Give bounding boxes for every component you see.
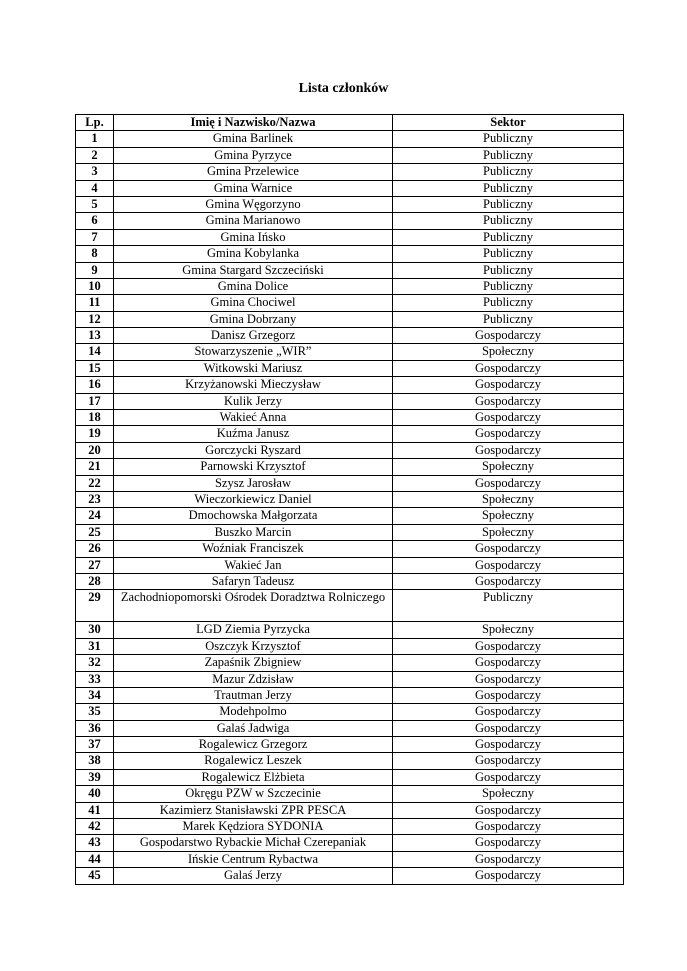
row-sector: Publiczny <box>393 164 624 180</box>
table-row <box>76 835 624 851</box>
table-row <box>76 475 624 491</box>
row-lp: 12 <box>76 311 114 327</box>
table-row <box>76 147 624 163</box>
row-sector: Gospodarczy <box>393 541 624 557</box>
row-sector: Gospodarczy <box>393 720 624 736</box>
row-sector: Gospodarczy <box>393 360 624 376</box>
table-row <box>76 541 624 557</box>
row-sector: Publiczny <box>393 147 624 163</box>
row-sector: Publiczny <box>393 246 624 262</box>
row-name: Szysz Jarosław <box>114 475 393 491</box>
row-lp: 4 <box>76 180 114 196</box>
row-sector: Gospodarczy <box>393 671 624 687</box>
row-sector: Gospodarczy <box>393 557 624 573</box>
row-lp: 15 <box>76 360 114 376</box>
row-sector: Gospodarczy <box>393 410 624 426</box>
row-name: Wakieć Jan <box>114 557 393 573</box>
row-sector: Gospodarczy <box>393 442 624 458</box>
row-lp: 44 <box>76 851 114 867</box>
row-lp: 39 <box>76 769 114 785</box>
row-name: Trautman Jerzy <box>114 687 393 703</box>
row-name: Modehpolmo <box>114 704 393 720</box>
members-table <box>75 114 624 885</box>
table-row <box>76 196 624 212</box>
row-sector: Gospodarczy <box>393 573 624 589</box>
row-name: Ińskie Centrum Rybactwa <box>114 851 393 867</box>
row-name: Gmina Dobrzany <box>114 311 393 327</box>
row-name: Gmina Ińsko <box>114 229 393 245</box>
row-sector: Gospodarczy <box>393 426 624 442</box>
table-row <box>76 295 624 311</box>
row-name: Stowarzyszenie „WIR” <box>114 344 393 360</box>
table-row <box>76 393 624 409</box>
row-lp: 38 <box>76 753 114 769</box>
row-lp: 11 <box>76 295 114 311</box>
row-lp: 33 <box>76 671 114 687</box>
row-name: Mazur Zdzisław <box>114 671 393 687</box>
table-row <box>76 229 624 245</box>
row-sector: Gospodarczy <box>393 687 624 703</box>
row-lp: 21 <box>76 459 114 475</box>
row-name: Gmina Barlinek <box>114 131 393 147</box>
row-sector: Społeczny <box>393 786 624 802</box>
row-lp: 1 <box>76 131 114 147</box>
row-lp: 34 <box>76 687 114 703</box>
row-lp: 42 <box>76 819 114 835</box>
row-lp: 41 <box>76 802 114 818</box>
row-lp: 43 <box>76 835 114 851</box>
row-lp: 31 <box>76 638 114 654</box>
row-name: Oszczyk Krzysztof <box>114 638 393 654</box>
row-lp: 7 <box>76 229 114 245</box>
row-name: Witkowski Mariusz <box>114 360 393 376</box>
table-row <box>76 459 624 475</box>
row-sector: Społeczny <box>393 524 624 540</box>
row-sector: Gospodarczy <box>393 655 624 671</box>
row-lp: 35 <box>76 704 114 720</box>
row-name: Gmina Dolice <box>114 278 393 294</box>
table-row <box>76 687 624 703</box>
table-row <box>76 491 624 507</box>
row-name: Gmina Chociwel <box>114 295 393 311</box>
row-lp: 32 <box>76 655 114 671</box>
row-sector: Gospodarczy <box>393 377 624 393</box>
row-sector: Gospodarczy <box>393 475 624 491</box>
table-row <box>76 426 624 442</box>
row-name: Marek Kędziora SYDONIA <box>114 819 393 835</box>
row-sector: Społeczny <box>393 622 624 638</box>
row-lp: 10 <box>76 278 114 294</box>
row-sector: Gospodarczy <box>393 802 624 818</box>
row-lp: 2 <box>76 147 114 163</box>
table-row <box>76 131 624 147</box>
row-lp: 23 <box>76 491 114 507</box>
row-sector: Społeczny <box>393 508 624 524</box>
row-name: Gospodarstwo Rybackie Michał Czerepaniak <box>114 835 393 851</box>
row-sector: Gospodarczy <box>393 835 624 851</box>
row-lp: 27 <box>76 557 114 573</box>
table-row <box>76 704 624 720</box>
row-lp: 16 <box>76 377 114 393</box>
row-name: Wieczorkiewicz Daniel <box>114 491 393 507</box>
header-sector: Sektor <box>393 115 624 131</box>
table-row <box>76 655 624 671</box>
row-name: Rogalewicz Elżbieta <box>114 769 393 785</box>
row-lp: 24 <box>76 508 114 524</box>
row-name: Woźniak Franciszek <box>114 541 393 557</box>
table-row <box>76 442 624 458</box>
table-row <box>76 753 624 769</box>
row-sector: Publiczny <box>393 278 624 294</box>
row-sector: Publiczny <box>393 213 624 229</box>
row-name: Kulik Jerzy <box>114 393 393 409</box>
table-row <box>76 557 624 573</box>
row-lp: 45 <box>76 868 114 884</box>
table-row <box>76 819 624 835</box>
row-name: Danisz Grzegorz <box>114 328 393 344</box>
row-lp: 40 <box>76 786 114 802</box>
table-row <box>76 180 624 196</box>
row-sector: Publiczny <box>393 180 624 196</box>
row-name: Galaś Jadwiga <box>114 720 393 736</box>
table-row <box>76 311 624 327</box>
row-name: Gmina Kobylanka <box>114 246 393 262</box>
header-row <box>76 115 624 131</box>
row-name: Gmina Marianowo <box>114 213 393 229</box>
row-name: Zapaśnik Zbigniew <box>114 655 393 671</box>
row-sector: Publiczny <box>393 590 624 622</box>
row-sector: Społeczny <box>393 459 624 475</box>
table-row <box>76 344 624 360</box>
row-sector: Gospodarczy <box>393 638 624 654</box>
row-name: Zachodniopomorski Ośrodek Doradztwa Rolniczego <box>114 590 393 622</box>
table-row <box>76 590 624 622</box>
row-lp: 20 <box>76 442 114 458</box>
row-name: Rogalewicz Leszek <box>114 753 393 769</box>
row-name: Gmina Warnice <box>114 180 393 196</box>
table-row <box>76 802 624 818</box>
row-lp: 9 <box>76 262 114 278</box>
table-row <box>76 524 624 540</box>
table-row <box>76 769 624 785</box>
row-sector: Gospodarczy <box>393 328 624 344</box>
row-lp: 26 <box>76 541 114 557</box>
row-lp: 6 <box>76 213 114 229</box>
table-row <box>76 246 624 262</box>
row-name: Gmina Pyrzyce <box>114 147 393 163</box>
row-name: Krzyżanowski Mieczysław <box>114 377 393 393</box>
header-name: Imię i Nazwisko/Nazwa <box>114 115 393 131</box>
row-name: Galaś Jerzy <box>114 868 393 884</box>
row-name: Gmina Węgorzyno <box>114 196 393 212</box>
page-title: Lista członków <box>298 81 389 96</box>
table-row <box>76 164 624 180</box>
row-sector: Publiczny <box>393 229 624 245</box>
row-lp: 8 <box>76 246 114 262</box>
row-name: Wakieć Anna <box>114 410 393 426</box>
row-lp: 30 <box>76 622 114 638</box>
table-row <box>76 671 624 687</box>
row-name: Gmina Stargard Szczeciński <box>114 262 393 278</box>
table-row <box>76 360 624 376</box>
row-name: Dmochowska Małgorzata <box>114 508 393 524</box>
row-sector: Gospodarczy <box>393 769 624 785</box>
row-name: Parnowski Krzysztof <box>114 459 393 475</box>
row-lp: 19 <box>76 426 114 442</box>
row-sector: Publiczny <box>393 131 624 147</box>
row-sector: Publiczny <box>393 295 624 311</box>
row-name: Rogalewicz Grzegorz <box>114 737 393 753</box>
header-lp: Lp. <box>76 115 114 131</box>
row-sector: Gospodarczy <box>393 753 624 769</box>
row-sector: Gospodarczy <box>393 819 624 835</box>
row-lp: 13 <box>76 328 114 344</box>
row-name: LGD Ziemia Pyrzycka <box>114 622 393 638</box>
row-name: Gmina Przelewice <box>114 164 393 180</box>
row-lp: 17 <box>76 393 114 409</box>
table-row <box>76 262 624 278</box>
table-row <box>76 851 624 867</box>
row-sector: Gospodarczy <box>393 737 624 753</box>
row-sector: Publiczny <box>393 196 624 212</box>
row-sector: Gospodarczy <box>393 851 624 867</box>
row-lp: 36 <box>76 720 114 736</box>
row-name: Buszko Marcin <box>114 524 393 540</box>
table-row <box>76 213 624 229</box>
table-row <box>76 328 624 344</box>
table-row <box>76 508 624 524</box>
row-sector: Gospodarczy <box>393 704 624 720</box>
row-sector: Społeczny <box>393 344 624 360</box>
row-name: Safaryn Tadeusz <box>114 573 393 589</box>
row-lp: 5 <box>76 196 114 212</box>
table-row <box>76 720 624 736</box>
row-sector: Społeczny <box>393 491 624 507</box>
row-sector: Publiczny <box>393 311 624 327</box>
row-lp: 29 <box>76 590 114 622</box>
members-table-body <box>76 131 624 884</box>
table-row <box>76 737 624 753</box>
row-name: Kuźma Janusz <box>114 426 393 442</box>
table-row <box>76 377 624 393</box>
row-sector: Publiczny <box>393 262 624 278</box>
row-lp: 28 <box>76 573 114 589</box>
row-name: Gorczycki Ryszard <box>114 442 393 458</box>
row-name: Okręgu PZW w Szczecinie <box>114 786 393 802</box>
row-lp: 3 <box>76 164 114 180</box>
table-row <box>76 868 624 884</box>
table-row <box>76 573 624 589</box>
row-lp: 22 <box>76 475 114 491</box>
table-row <box>76 786 624 802</box>
row-lp: 25 <box>76 524 114 540</box>
table-row <box>76 638 624 654</box>
row-lp: 37 <box>76 737 114 753</box>
row-name: Kazimierz Stanisławski ZPR PESCA <box>114 802 393 818</box>
row-lp: 18 <box>76 410 114 426</box>
table-row <box>76 278 624 294</box>
row-lp: 14 <box>76 344 114 360</box>
row-sector: Gospodarczy <box>393 393 624 409</box>
row-sector: Gospodarczy <box>393 868 624 884</box>
table-row <box>76 410 624 426</box>
table-row <box>76 622 624 638</box>
